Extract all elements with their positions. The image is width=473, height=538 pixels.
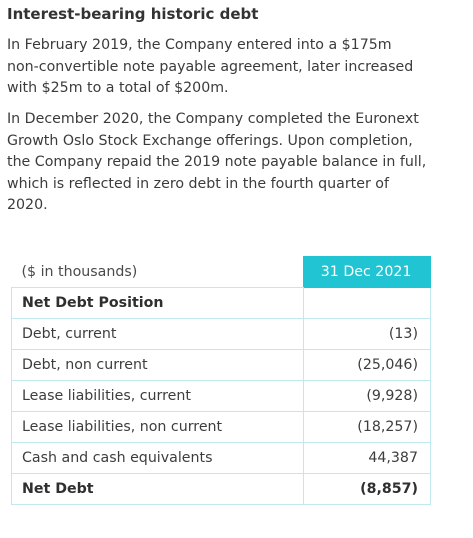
table-row: [12, 381, 431, 412]
table-row-total: [12, 474, 431, 505]
row-label: Net Debt: [12, 474, 304, 505]
row-label: Net Debt Position: [12, 288, 304, 319]
paragraph-repayment: In December 2020, the Company completed the Euronext Growth Oslo Stock Exchange offerings. Upon completion, the Company repaid the 2019 note payable balance in full, which is reflected in zero debt in the fourth quarter of 2020.: [7, 111, 427, 213]
table-header-row: [12, 257, 431, 288]
column-header-date: 31 Dec 2021: [304, 257, 431, 288]
row-value: (18,257): [304, 412, 431, 443]
net-debt-table: [11, 256, 431, 505]
row-value: (13): [304, 319, 431, 350]
unit-label: ($ in thousands): [12, 257, 304, 288]
row-label: Lease liabilities, non current: [12, 412, 304, 443]
row-label: Lease liabilities, current: [12, 381, 304, 412]
paragraph-note-payable: In February 2019, the Company entered into a $175m non-convertible note payable agreement, later increased with $25m to a total of $200m.: [7, 37, 414, 96]
row-label: Debt, non current: [12, 350, 304, 381]
row-value: (25,046): [304, 350, 431, 381]
table-row: [12, 412, 431, 443]
row-value: 44,387: [304, 443, 431, 474]
table-row: [12, 443, 431, 474]
section-heading: Interest-bearing historic debt: [7, 5, 259, 23]
row-value: (8,857): [304, 474, 431, 505]
table-row: [12, 350, 431, 381]
row-value: (9,928): [304, 381, 431, 412]
table-row: [12, 288, 431, 319]
row-label: Debt, current: [12, 319, 304, 350]
row-label: Cash and cash equivalents: [12, 443, 304, 474]
row-value: [304, 288, 431, 319]
table-row: [12, 319, 431, 350]
